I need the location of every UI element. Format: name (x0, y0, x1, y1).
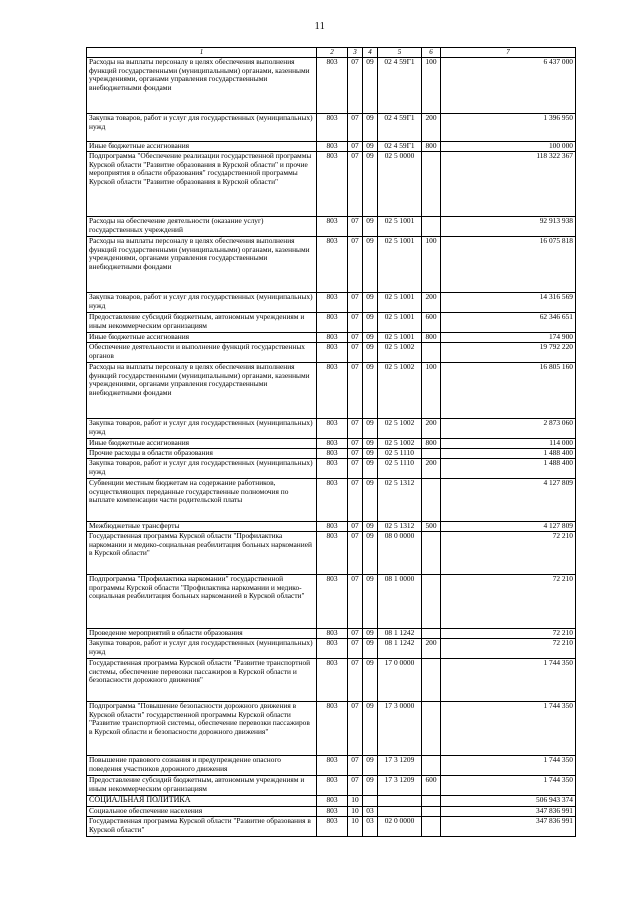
row-subsection-code: 09 (363, 58, 378, 114)
row-target-article: 02 4 59Г1 (378, 114, 422, 142)
row-expense-type: 600 (422, 776, 441, 796)
row-expense-type (422, 807, 441, 817)
table-row (87, 142, 576, 152)
row-name: Иные бюджетные ассигнования (87, 142, 317, 152)
row-name: Государственная программа Курской области "Развитие транспортной системы, обеспечение перевозки пассажиров в Курской области и безопасности дорожного движения" (87, 659, 317, 702)
row-section-code: 07 (348, 114, 363, 142)
row-name: Закупка товаров, работ и услуг для государственных (муниципальных) нужд (87, 114, 317, 142)
row-amount: 347 836 991 (441, 817, 576, 837)
row-name: Подпрограмма "Повышение безопасности дорожного движения в Курской области" государственной программы Курской области "Развитие транспортной системы, обеспечение перевозки пассажиров в Курской области и безопасности дорожного движения" (87, 702, 317, 756)
row-target-article: 02 5 1001 (378, 237, 422, 293)
table-row (87, 659, 576, 702)
row-amount: 19 792 220 (441, 343, 576, 363)
row-section-code: 07 (348, 659, 363, 702)
row-name: Государственная программа Курской области "Профилактика наркомании и медико-социальная реабилитация больных наркоманией в Курской области" (87, 532, 317, 575)
row-grbs-code: 803 (317, 532, 348, 575)
table-row (87, 532, 576, 575)
row-expense-type: 200 (422, 293, 441, 313)
row-subsection-code: 09 (363, 237, 378, 293)
row-grbs-code: 803 (317, 114, 348, 142)
row-section-code: 07 (348, 343, 363, 363)
row-expense-type: 800 (422, 439, 441, 449)
row-subsection-code: 09 (363, 313, 378, 333)
row-name: Закупка товаров, работ и услуг для государственных (муниципальных) нужд (87, 459, 317, 479)
row-subsection-code: 09 (363, 702, 378, 756)
row-expense-type: 100 (422, 58, 441, 114)
row-subsection-code: 09 (363, 532, 378, 575)
row-target-article: 08 1 1242 (378, 629, 422, 639)
row-amount: 506 943 374 (441, 796, 576, 807)
row-section-code: 07 (348, 629, 363, 639)
header-col-7: 7 (441, 48, 576, 58)
page-number: 11 (314, 21, 326, 32)
row-target-article: 02 5 1002 (378, 419, 422, 439)
row-amount: 1 488 400 (441, 449, 576, 459)
row-grbs-code: 803 (317, 142, 348, 152)
row-target-article: 02 5 1312 (378, 522, 422, 532)
table-row (87, 114, 576, 142)
row-name: СОЦИАЛЬНАЯ ПОЛИТИКА (87, 796, 317, 807)
row-name: Подпрограмма "Обеспечение реализации государственной программы Курской области "Развитие образования в Курской области" и прочие мероприятия в области образования" государственной программы Курской области "Развитие образования в Курской области" (87, 152, 317, 217)
header-col-2: 2 (317, 48, 348, 58)
row-grbs-code: 803 (317, 459, 348, 479)
row-expense-type (422, 659, 441, 702)
row-grbs-code: 803 (317, 313, 348, 333)
table-row (87, 363, 576, 419)
row-target-article: 02 5 1312 (378, 479, 422, 522)
row-section-code: 07 (348, 449, 363, 459)
row-subsection-code: 09 (363, 659, 378, 702)
row-subsection-code: 09 (363, 419, 378, 439)
row-subsection-code: 09 (363, 439, 378, 449)
row-subsection-code: 09 (363, 776, 378, 796)
row-amount: 16 075 818 (441, 237, 576, 293)
row-section-code: 10 (348, 807, 363, 817)
row-target-article: 08 1 0000 (378, 575, 422, 629)
row-grbs-code: 803 (317, 522, 348, 532)
table-row (87, 479, 576, 522)
table-row (87, 152, 576, 217)
row-grbs-code: 803 (317, 756, 348, 776)
row-subsection-code: 09 (363, 333, 378, 343)
row-subsection-code: 09 (363, 522, 378, 532)
row-target-article: 17 3 1209 (378, 756, 422, 776)
row-section-code: 07 (348, 313, 363, 333)
row-target-article: 02 4 59Г1 (378, 58, 422, 114)
row-section-code: 10 (348, 817, 363, 837)
row-target-article: 02 0 0000 (378, 817, 422, 837)
row-subsection-code: 09 (363, 639, 378, 659)
row-grbs-code: 803 (317, 639, 348, 659)
row-name: Государственная программа Курской области "Развитие образования в Курской области" (87, 817, 317, 837)
row-amount: 1 396 950 (441, 114, 576, 142)
row-grbs-code: 803 (317, 776, 348, 796)
table-row (87, 629, 576, 639)
row-target-article: 02 5 1110 (378, 449, 422, 459)
row-amount: 72 210 (441, 639, 576, 659)
budget-table (86, 47, 576, 837)
row-name: Предоставление субсидий бюджетным, автономным учреждениям и иным некоммерческим организациям (87, 313, 317, 333)
row-section-code: 07 (348, 58, 363, 114)
row-amount: 62 346 651 (441, 313, 576, 333)
row-subsection-code: 09 (363, 449, 378, 459)
row-target-article: 08 1 1242 (378, 639, 422, 659)
header-col-4: 4 (363, 48, 378, 58)
row-amount: 92 913 938 (441, 217, 576, 237)
row-amount: 1 488 400 (441, 459, 576, 479)
row-target-article: 02 5 1001 (378, 333, 422, 343)
row-expense-type (422, 152, 441, 217)
table-row (87, 343, 576, 363)
row-section-code: 07 (348, 479, 363, 522)
row-subsection-code: 09 (363, 142, 378, 152)
row-name: Подпрограмма "Профилактика наркомании" государственной программы Курской области "Профилактика наркомании и медико-социальная реабилитация больных наркоманией в Курской области" (87, 575, 317, 629)
table-row (87, 217, 576, 237)
row-section-code: 07 (348, 776, 363, 796)
row-section-code: 07 (348, 522, 363, 532)
row-target-article: 17 0 0000 (378, 659, 422, 702)
row-subsection-code (363, 796, 378, 807)
row-section-code: 07 (348, 293, 363, 313)
row-amount: 72 210 (441, 575, 576, 629)
table-row (87, 237, 576, 293)
row-name: Повышение правового сознания и предупреждение опасного поведения участников дорожного движения (87, 756, 317, 776)
row-amount: 72 210 (441, 629, 576, 639)
row-amount: 1 744 350 (441, 776, 576, 796)
row-grbs-code: 803 (317, 796, 348, 807)
row-expense-type (422, 532, 441, 575)
row-section-code: 07 (348, 419, 363, 439)
row-expense-type: 200 (422, 639, 441, 659)
row-name: Расходы на выплаты персоналу в целях обеспечения выполнения функций государственными (муниципальными) органами, казенными учреждениями, органами управления государственными внебюджетными фондами (87, 58, 317, 114)
row-expense-type: 100 (422, 363, 441, 419)
row-grbs-code: 803 (317, 659, 348, 702)
row-name: Социальное обеспечение населения (87, 807, 317, 817)
row-amount: 72 210 (441, 532, 576, 575)
row-subsection-code: 09 (363, 363, 378, 419)
table-row (87, 313, 576, 333)
row-expense-type: 500 (422, 522, 441, 532)
table-row (87, 293, 576, 313)
row-subsection-code: 09 (363, 575, 378, 629)
row-subsection-code: 09 (363, 217, 378, 237)
row-subsection-code: 09 (363, 114, 378, 142)
row-grbs-code: 803 (317, 479, 348, 522)
row-amount: 14 316 569 (441, 293, 576, 313)
row-expense-type (422, 702, 441, 756)
row-target-article (378, 796, 422, 807)
row-section-code: 07 (348, 142, 363, 152)
row-grbs-code: 803 (317, 807, 348, 817)
row-target-article: 02 5 1001 (378, 313, 422, 333)
row-amount: 1 744 350 (441, 702, 576, 756)
row-name: Проведение мероприятий в области образования (87, 629, 317, 639)
row-amount: 114 000 (441, 439, 576, 449)
row-amount: 1 744 350 (441, 756, 576, 776)
row-grbs-code: 803 (317, 293, 348, 313)
row-section-code: 07 (348, 237, 363, 293)
row-expense-type (422, 817, 441, 837)
table-row (87, 459, 576, 479)
table-row (87, 807, 576, 817)
row-section-code: 07 (348, 217, 363, 237)
row-grbs-code: 803 (317, 419, 348, 439)
row-expense-type (422, 796, 441, 807)
row-expense-type: 600 (422, 313, 441, 333)
row-subsection-code: 09 (363, 293, 378, 313)
row-amount: 6 437 000 (441, 58, 576, 114)
table-row (87, 817, 576, 837)
row-grbs-code: 803 (317, 702, 348, 756)
row-name: Иные бюджетные ассигнования (87, 439, 317, 449)
row-name: Обеспечение деятельности и выполнение функций государственных органов (87, 343, 317, 363)
row-expense-type: 200 (422, 459, 441, 479)
row-grbs-code: 803 (317, 449, 348, 459)
row-expense-type: 200 (422, 114, 441, 142)
table-row (87, 756, 576, 776)
row-target-article: 02 5 1002 (378, 439, 422, 449)
header-col-1: 1 (87, 48, 317, 58)
row-amount: 174 900 (441, 333, 576, 343)
row-section-code: 07 (348, 439, 363, 449)
row-expense-type: 200 (422, 419, 441, 439)
row-subsection-code: 09 (363, 629, 378, 639)
row-section-code: 10 (348, 796, 363, 807)
row-grbs-code: 803 (317, 152, 348, 217)
header-col-5: 5 (378, 48, 422, 58)
row-section-code: 07 (348, 756, 363, 776)
row-name: Расходы на выплаты персоналу в целях обеспечения выполнения функций государственными (муниципальными) органами, казенными учреждениями, органами управления государственными внебюджетными фондами (87, 237, 317, 293)
row-grbs-code: 803 (317, 817, 348, 837)
table-row (87, 776, 576, 796)
row-expense-type (422, 217, 441, 237)
table-row (87, 419, 576, 439)
row-amount: 2 873 060 (441, 419, 576, 439)
table-row (87, 449, 576, 459)
row-section-code: 07 (348, 459, 363, 479)
row-name: Закупка товаров, работ и услуг для государственных (муниципальных) нужд (87, 419, 317, 439)
table-header-row (87, 48, 576, 58)
row-section-code: 07 (348, 702, 363, 756)
row-grbs-code: 803 (317, 237, 348, 293)
row-grbs-code: 803 (317, 439, 348, 449)
row-target-article: 02 5 1002 (378, 343, 422, 363)
row-name: Расходы на обеспечение деятельности (оказание услуг) государственных учреждений (87, 217, 317, 237)
row-expense-type (422, 629, 441, 639)
row-amount: 4 127 809 (441, 479, 576, 522)
row-name: Предоставление субсидий бюджетным, автономным учреждениям и иным некоммерческим организациям (87, 776, 317, 796)
row-subsection-code: 09 (363, 152, 378, 217)
row-section-code: 07 (348, 333, 363, 343)
row-subsection-code: 09 (363, 756, 378, 776)
header-col-3: 3 (348, 48, 363, 58)
row-section-code: 07 (348, 575, 363, 629)
row-subsection-code: 09 (363, 343, 378, 363)
row-section-code: 07 (348, 152, 363, 217)
row-grbs-code: 803 (317, 629, 348, 639)
row-section-code: 07 (348, 639, 363, 659)
table-row (87, 333, 576, 343)
row-name: Иные бюджетные ассигнования (87, 333, 317, 343)
table-row (87, 575, 576, 629)
row-name: Прочие расходы в области образования (87, 449, 317, 459)
row-expense-type: 800 (422, 142, 441, 152)
row-subsection-code: 03 (363, 807, 378, 817)
row-target-article (378, 807, 422, 817)
row-target-article: 17 3 1209 (378, 776, 422, 796)
row-expense-type: 100 (422, 237, 441, 293)
row-target-article: 02 5 1002 (378, 363, 422, 419)
row-expense-type (422, 449, 441, 459)
row-target-article: 02 4 59Г1 (378, 142, 422, 152)
row-amount: 100 000 (441, 142, 576, 152)
table-row (87, 639, 576, 659)
row-section-code: 07 (348, 363, 363, 419)
row-expense-type (422, 479, 441, 522)
row-name: Закупка товаров, работ и услуг для государственных (муниципальных) нужд (87, 639, 317, 659)
row-grbs-code: 803 (317, 217, 348, 237)
row-amount: 347 836 991 (441, 807, 576, 817)
row-target-article: 02 5 1001 (378, 293, 422, 313)
row-amount: 118 322 367 (441, 152, 576, 217)
row-target-article: 17 3 0000 (378, 702, 422, 756)
row-subsection-code: 03 (363, 817, 378, 837)
row-name: Расходы на выплаты персоналу в целях обеспечения выполнения функций государственными (муниципальными) органами, казенными учреждениями, органами управления государственными внебюджетными фондами (87, 363, 317, 419)
row-amount: 16 805 160 (441, 363, 576, 419)
row-grbs-code: 803 (317, 343, 348, 363)
row-expense-type (422, 575, 441, 629)
row-grbs-code: 803 (317, 363, 348, 419)
row-name: Субвенции местным бюджетам на содержание работников, осуществляющих переданные государственные полномочия по выплате компенсации части родительской платы (87, 479, 317, 522)
table-row (87, 522, 576, 532)
table-row (87, 439, 576, 449)
table-row (87, 796, 576, 807)
row-name: Межбюджетные трансферты (87, 522, 317, 532)
row-target-article: 02 5 1001 (378, 217, 422, 237)
row-target-article: 08 0 0000 (378, 532, 422, 575)
row-expense-type (422, 343, 441, 363)
row-name: Закупка товаров, работ и услуг для государственных (муниципальных) нужд (87, 293, 317, 313)
header-col-6: 6 (422, 48, 441, 58)
row-expense-type: 800 (422, 333, 441, 343)
row-subsection-code: 09 (363, 459, 378, 479)
row-grbs-code: 803 (317, 575, 348, 629)
row-grbs-code: 803 (317, 333, 348, 343)
row-target-article: 02 5 1110 (378, 459, 422, 479)
row-grbs-code: 803 (317, 58, 348, 114)
row-section-code: 07 (348, 532, 363, 575)
row-amount: 1 744 350 (441, 659, 576, 702)
row-expense-type (422, 756, 441, 776)
table-row (87, 58, 576, 114)
row-target-article: 02 5 0000 (378, 152, 422, 217)
table-row (87, 702, 576, 756)
row-amount: 4 127 809 (441, 522, 576, 532)
row-subsection-code: 09 (363, 479, 378, 522)
